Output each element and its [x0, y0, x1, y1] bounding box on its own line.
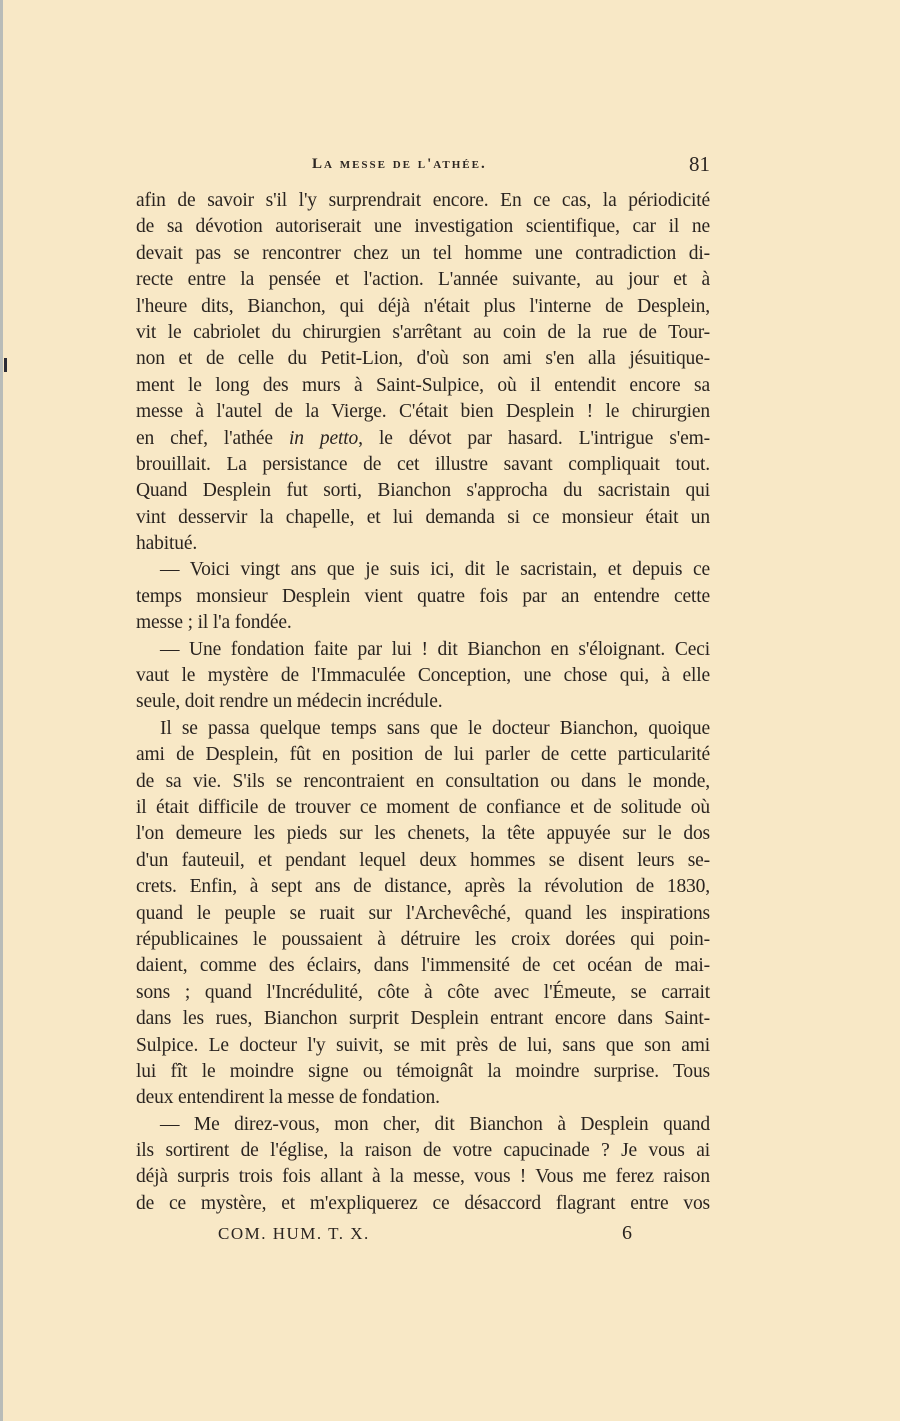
body-text [136, 188, 710, 1217]
running-title: La messe de l'athée. [312, 156, 487, 172]
text-line: — Voici vingt ans que je suis ici, dit le sacristain, et depuis ce [160, 559, 710, 581]
text-line: non et de celle du Petit-Lion, d'où son ami s'en alla jésuitique- [136, 348, 710, 370]
text-line: deux entendirent la messe de fondation. [136, 1087, 440, 1109]
text-line: il était difficile de trouver ce moment de confiance et de solitude où [136, 796, 710, 818]
text-segment: , le dévot par hasard. L'intrigue s'em- [358, 427, 710, 449]
text-line: de sa dévotion autoriserait une investigation scientifique, car il ne [136, 216, 710, 238]
text-line: crets. Enfin, à sept ans de distance, après la révolution de 1830, [136, 876, 710, 898]
page-footer [136, 1224, 710, 1250]
text-line: l'heure dits, Bianchon, qui déjà n'était plus l'interne de Desplein, [136, 295, 710, 317]
text-line: seule, doit rendre un médecin incrédule. [136, 691, 443, 713]
text-line: — Une fondation faite par lui ! dit Bianchon en s'éloignant. Ceci [160, 638, 710, 660]
text-line: de ce mystère, et m'expliquerez ce désaccord flagrant entre vos [136, 1192, 710, 1214]
sheet-number: 6 [622, 1222, 632, 1244]
text-segment: en chef, l'athée [136, 427, 289, 449]
italic-phrase: in petto [288, 427, 359, 449]
text-line: vaut le mystère de l'Immaculée Conception, une chose qui, à elle [136, 665, 710, 687]
text-line: déjà surpris trois fois allant à la messe, vous ! Vous me ferez raison [136, 1166, 710, 1188]
text-line: de sa vie. S'ils se rencontraient en consultation ou dans le monde, [136, 770, 710, 792]
page-number: 81 [689, 152, 710, 176]
text-line: l'on demeure les pieds sur les chenets, la tête appuyée sur le dos [136, 823, 710, 845]
text-line: Il se passa quelque temps sans que le docteur Bianchon, quoique [160, 717, 710, 739]
text-line: d'un fauteuil, et pendant lequel deux hommes se disent leurs se- [136, 849, 710, 871]
text-line: brouillait. La persistance de cet illustre savant compliquait tout. [136, 453, 710, 475]
text-line: quand le peuple se ruait sur l'Archevêché, quand les inspirations [136, 902, 710, 924]
signature-mark: COM. HUM. T. X. [218, 1224, 370, 1243]
text-line: — Me direz-vous, mon cher, dit Bianchon à Desplein quand [160, 1113, 710, 1135]
scan-edge-mark [4, 358, 7, 372]
text-line: habitué. [136, 533, 198, 555]
text-line: dans les rues, Bianchon surprit Desplein entrant encore dans Saint- [136, 1008, 710, 1030]
text-line: vint desservir la chapelle, et lui demanda si ce monsieur était un [136, 506, 710, 528]
text-line: devait pas se rencontrer chez un tel homme une contradiction di- [136, 242, 710, 264]
text-line: ami de Desplein, fût en position de lui parler de cette particularité [136, 744, 710, 766]
text-line: Sulpice. Le docteur l'y suivit, se mit près de lui, sans que son ami [136, 1034, 710, 1056]
text-line: vit le cabriolet du chirurgien s'arrêtant au coin de la rue de Tour- [136, 321, 710, 343]
text-line: ils sortirent de l'église, la raison de votre capucinade ? Je vous ai [136, 1140, 710, 1162]
text-line: recte entre la pensée et l'action. L'année suivante, au jour et à [136, 269, 710, 291]
text-line: lui fît le moindre signe ou témoignât la moindre surprise. Tous [136, 1060, 710, 1082]
text-line-with-italic [136, 426, 710, 452]
text-line: temps monsieur Desplein vient quatre fois par an entendre cette [136, 585, 710, 607]
scan-edge-strip [0, 0, 3, 1421]
text-line: sons ; quand l'Incrédulité, côte à côte avec l'Émeute, se carrait [136, 981, 710, 1003]
text-line: républicaines le poussaient à détruire les croix dorées qui poin- [136, 928, 710, 950]
text-line: Quand Desplein fut sorti, Bianchon s'approcha du sacristain qui [136, 480, 710, 502]
text-line: daient, comme des éclairs, dans l'immensité de cet océan de mai- [136, 955, 710, 977]
text-line: messe à l'autel de la Vierge. C'était bien Desplein ! le chirurgien [136, 401, 710, 423]
text-line: ment le long des murs à Saint-Sulpice, où il entendit encore sa [136, 374, 710, 396]
text-line: messe ; il l'a fondée. [136, 612, 292, 634]
page-header [136, 152, 710, 186]
text-line: afin de savoir s'il l'y surprendrait encore. En ce cas, la périodicité [136, 190, 710, 211]
